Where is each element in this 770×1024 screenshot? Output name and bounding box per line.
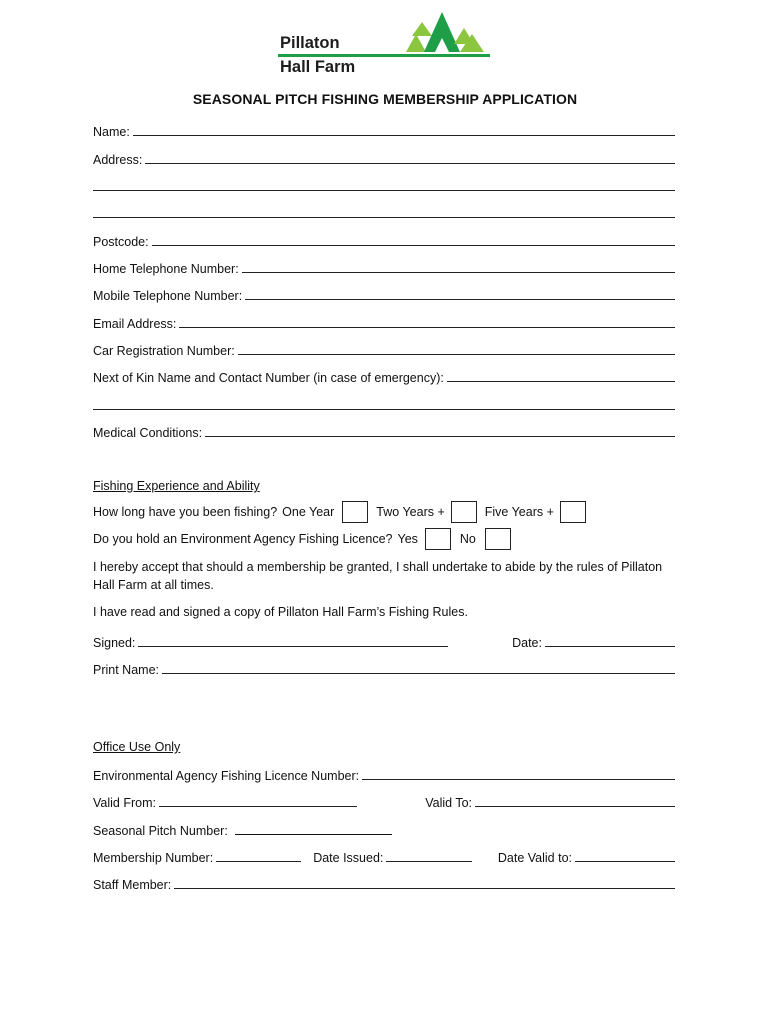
membership-number-line[interactable]	[216, 861, 301, 862]
postcode-line[interactable]	[152, 245, 675, 246]
name-label: Name:	[93, 125, 130, 139]
licence-yes-checkbox[interactable]	[425, 528, 451, 550]
form-title: SEASONAL PITCH FISHING MEMBERSHIP APPLICATION	[192, 91, 578, 107]
mobile-phone-label: Mobile Telephone Number:	[93, 289, 243, 303]
mobile-phone-field[interactable]	[93, 284, 675, 304]
pitch-number-field	[93, 819, 675, 839]
date-issued-line[interactable]	[386, 861, 472, 862]
date-line[interactable]	[545, 646, 675, 647]
pitch-number-label: Seasonal Pitch Number:	[93, 824, 228, 838]
email-label: Email Address:	[93, 317, 177, 331]
postcode-label: Postcode:	[93, 235, 149, 249]
medical-conditions-field[interactable]	[93, 421, 675, 441]
licence-no-label: No	[459, 532, 476, 546]
experience-heading: Fishing Experience and Ability	[93, 479, 260, 493]
valid-to-line[interactable]	[475, 806, 675, 807]
licence-no-checkbox[interactable]	[485, 528, 511, 550]
office-licence-number-field[interactable]	[93, 764, 675, 784]
acceptance-statement: I hereby accept that should a membership be granted, I shall undertake to abide by the rules of Pillaton Hall Farm at all times.	[93, 560, 663, 592]
signature-date-row	[93, 631, 675, 651]
membership-number-label: Membership Number:	[93, 851, 214, 865]
print-name-field[interactable]	[93, 658, 675, 678]
staff-member-line[interactable]	[174, 888, 675, 889]
address-field[interactable]	[93, 148, 675, 168]
car-registration-field[interactable]	[93, 339, 675, 359]
licence-question: Do you hold an Environment Agency Fishing Licence?	[93, 532, 393, 546]
date-issued-label: Date Issued:	[313, 851, 384, 865]
option-two-years-label: Two Years +	[376, 505, 445, 519]
date-valid-to-label: Date Valid to:	[497, 851, 572, 865]
option-one-year-label: One Year	[282, 505, 335, 519]
rules-statement: I have read and signed a copy of Pillaton Hall Farm’s Fishing Rules.	[93, 605, 468, 619]
fishing-duration-question: How long have you been fishing?	[93, 505, 278, 519]
address-line-1[interactable]	[145, 163, 675, 164]
membership-row	[93, 846, 675, 866]
office-licence-number-label: Environmental Agency Fishing Licence Number:	[93, 769, 360, 783]
logo-bar	[278, 54, 490, 57]
two-years-checkbox[interactable]	[451, 501, 477, 523]
logo-text-line2: Hall Farm	[280, 58, 356, 76]
valid-to-label: Valid To:	[425, 796, 472, 810]
licence-yes-label: Yes	[397, 532, 418, 546]
home-phone-line[interactable]	[242, 272, 675, 273]
date-label: Date:	[512, 636, 542, 650]
pillaton-hall-farm-logo	[278, 12, 493, 76]
print-name-label: Print Name:	[93, 663, 159, 677]
pitch-number-line[interactable]	[235, 834, 392, 835]
office-use-heading: Office Use Only	[93, 740, 181, 754]
name-line[interactable]	[133, 135, 675, 136]
one-year-checkbox[interactable]	[342, 501, 368, 523]
five-years-checkbox[interactable]	[560, 501, 586, 523]
next-of-kin-label: Next of Kin Name and Contact Number (in case of emergency):	[93, 371, 444, 385]
staff-member-label: Staff Member:	[93, 878, 172, 892]
medical-conditions-label: Medical Conditions:	[93, 426, 203, 440]
next-of-kin-line[interactable]	[447, 381, 675, 382]
signed-label: Signed:	[93, 636, 136, 650]
office-licence-number-line[interactable]	[362, 779, 675, 780]
home-phone-field[interactable]	[93, 257, 675, 277]
medical-conditions-line[interactable]	[205, 436, 675, 437]
valid-from-label: Valid From:	[93, 796, 156, 810]
option-five-years-label: Five Years +	[484, 505, 554, 519]
email-line[interactable]	[179, 327, 675, 328]
car-registration-line[interactable]	[238, 354, 675, 355]
validity-row	[93, 791, 675, 811]
mobile-phone-line[interactable]	[245, 299, 675, 300]
next-of-kin-line-2[interactable]	[93, 394, 675, 414]
postcode-field[interactable]	[93, 230, 675, 250]
fishing-duration-row	[93, 500, 586, 524]
logo-text-line1: Pillaton	[280, 34, 340, 52]
address-line-3[interactable]	[93, 202, 675, 222]
email-field[interactable]	[93, 312, 675, 332]
next-of-kin-field[interactable]	[93, 366, 675, 386]
staff-member-field[interactable]	[93, 873, 675, 893]
address-line-2[interactable]	[93, 175, 675, 195]
name-field[interactable]	[93, 120, 675, 140]
car-registration-label: Car Registration Number:	[93, 344, 235, 358]
signature-line[interactable]	[138, 646, 448, 647]
valid-from-line[interactable]	[159, 806, 357, 807]
licence-row	[93, 527, 511, 551]
date-valid-to-line[interactable]	[575, 861, 675, 862]
mountain-logo-icon	[402, 12, 492, 56]
home-phone-label: Home Telephone Number:	[93, 262, 239, 276]
address-label: Address:	[93, 153, 143, 167]
print-name-line[interactable]	[162, 673, 675, 674]
